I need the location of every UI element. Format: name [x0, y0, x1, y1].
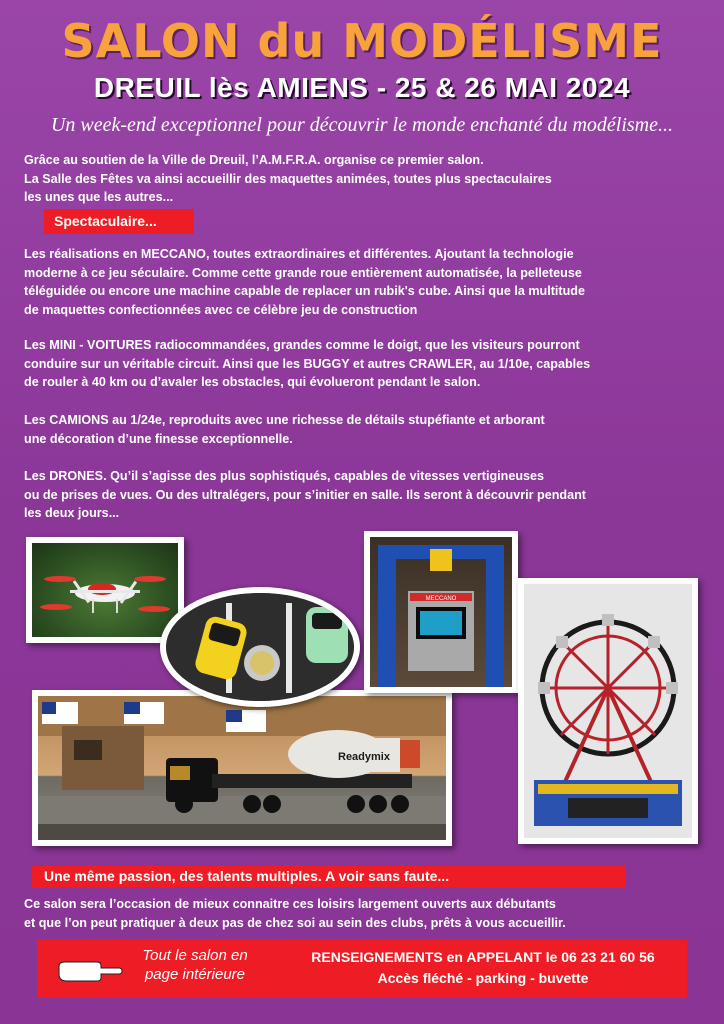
mini-line: de rouler à 40 km ou d’avaler les obstacles, qui évolueront pendant le salon. — [24, 375, 481, 389]
meccano-machine-illustration — [370, 537, 512, 687]
camions-line: Les CAMIONS au 1/24e, reproduits avec une richesse de détails stupéfiante et arborant — [24, 413, 545, 427]
truck-diorama-illustration — [38, 696, 446, 840]
mini-line: Les MINI - VOITURES radiocommandées, grandes comme le doigt, que les visiteurs pourront — [24, 338, 580, 352]
ferris-wheel-photo — [518, 578, 698, 844]
drones-line: les deux jours... — [24, 506, 120, 520]
intro-line: les unes que les autres... — [24, 190, 174, 204]
readymix-label: Readymix — [338, 751, 390, 763]
meccano-line: téléguidée ou encore une machine capable de replacer un rubik's cube. Ainsi que la multitude — [24, 284, 585, 298]
meccano-line: de maquettes confectionnées avec ce célèbre jeu de construction — [24, 302, 418, 317]
trucks-paragraph — [24, 411, 704, 448]
passion-badge: Une même passion, des talents multiples. A voir sans faute... — [32, 866, 626, 887]
phone-line: RENSEIGNEMENTS en APPELANT le 06 23 21 60 56 — [311, 949, 655, 965]
event-date-location: DREUIL lès AMIENS - 25 & 26 MAI 2024 — [93, 72, 631, 103]
mini-cars-photo — [160, 587, 360, 707]
mini-cars-illustration — [166, 593, 354, 701]
spectacular-badge: Spectaculaire... — [44, 209, 194, 234]
inside-page-line: page intérieure — [144, 966, 246, 983]
drone-photo — [26, 537, 184, 643]
camions-line: une décoration d’une finesse exceptionnelle. — [24, 431, 293, 446]
truck-diorama-photo — [32, 690, 452, 846]
outro-line: Ce salon sera l’occasion de mieux connaitre ces loisirs largement ouverts aux débutants — [24, 897, 556, 911]
mini-line: conduire sur un véritable circuit. Ainsi que les BUGGY et autres CRAWLER, au 1/10e, capables — [24, 356, 591, 371]
meccano-sign: MECCANO — [425, 596, 457, 602]
intro-line: La Salle des Fêtes va ainsi accueillir des maquettes animées, toutes plus spectaculaires — [24, 171, 552, 186]
meccano-line: Les réalisations en MECCANO, toutes extraordinaires et différentes. Ajoutant la technologie — [24, 247, 574, 261]
meccano-line: moderne à ce jeu séculaire. Comme cette grande roue entièrement automatisée, la pelleteuse — [24, 265, 582, 280]
contact-info — [285, 947, 681, 989]
inside-page-line: Tout le salon en — [142, 947, 248, 964]
pointing-hand-icon — [57, 956, 123, 982]
drones-paragraph — [24, 467, 704, 523]
drones-line: Les DRONES. Qu’il s’agisse des plus sophistiqués, capables de vitesses vertigineuses — [24, 469, 545, 483]
mini-cars-paragraph — [24, 336, 704, 392]
intro-paragraph — [24, 151, 704, 207]
drones-line: ou de prises de vues. Ou des ultralégers, pour s’initier en salle. Ils seront à découvrir pendant — [24, 487, 586, 502]
ferris-wheel-illustration — [524, 584, 692, 838]
footer-bar — [37, 940, 687, 998]
inside-page-note — [125, 946, 265, 984]
meccano-paragraph — [24, 245, 704, 319]
tagline: Un week-end exceptionnel pour découvrir le monde enchanté du modélisme... — [50, 114, 674, 136]
poster-title: SALON du MODÉLISME — [61, 14, 663, 68]
amenities-line: Accès fléché - parking - buvette — [377, 970, 589, 986]
intro-line: Grâce au soutien de la Ville de Dreuil, l’A.M.F.R.A. organise ce premier salon. — [24, 153, 484, 167]
outro-line: et que l’on peut pratiquer à deux pas de chez soi au sein des clubs, prêts à vous accueillir. — [24, 915, 566, 930]
outro-paragraph — [24, 895, 704, 932]
meccano-machine-photo — [364, 531, 518, 693]
drone-illustration — [32, 543, 178, 637]
